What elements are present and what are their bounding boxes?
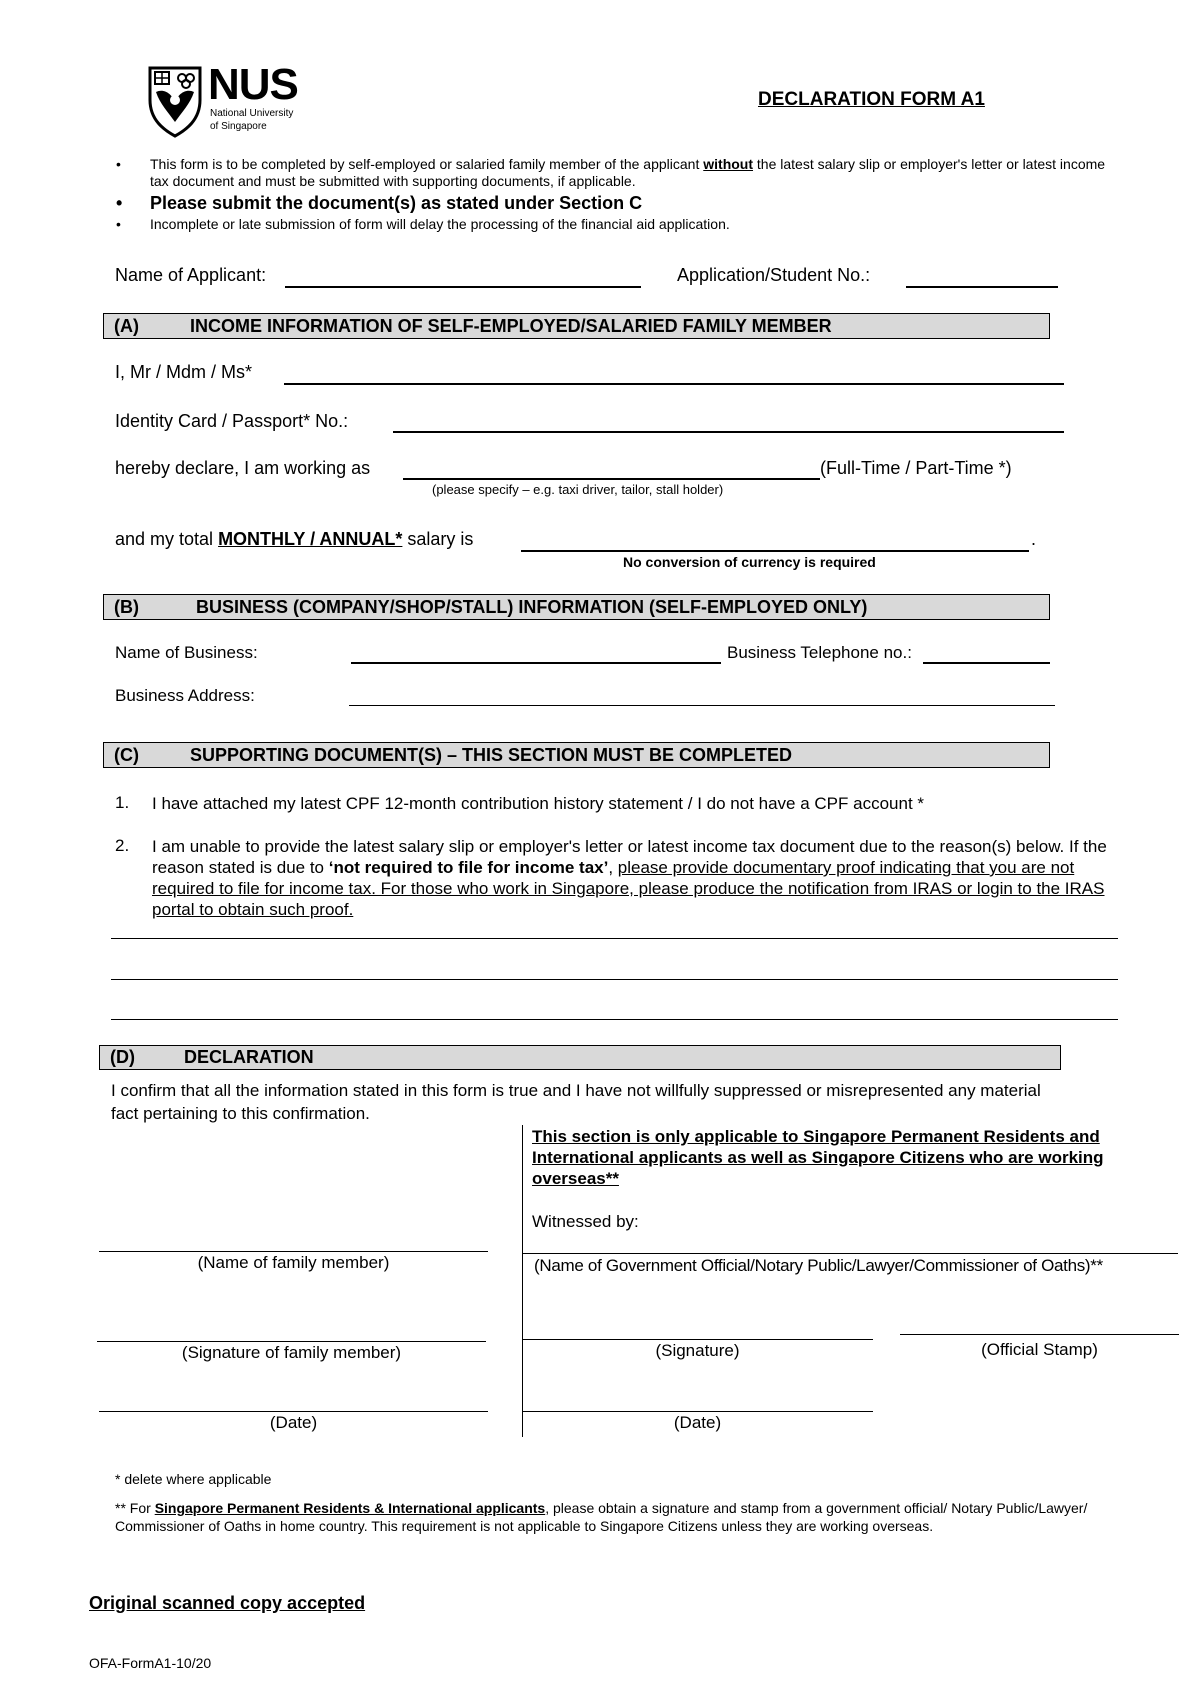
section-c-code: (C): [114, 744, 139, 765]
overseas-note: This section is only applicable to Singapore Permanent Residents and International applicants as well as Singapore Citizens who are working overseas**: [532, 1127, 1104, 1188]
footnote-overseas: ** For Singapore Permanent Residents & International applicants, please obtain a signature and stamp from a government official/ Notary Public/Lawyer/ Commissioner of Oaths in home country. This requirement is not applicable to Singapore Citizens unless they are working overseas.: [115, 1500, 1088, 1534]
student-no-field[interactable]: [906, 286, 1058, 288]
section-a-header: [103, 313, 1050, 339]
section-c-header: [103, 742, 1050, 768]
working-as-label: hereby declare, I am working as: [115, 458, 371, 478]
occupation-hint: (please specify – e.g. taxi driver, tailor, stall holder): [432, 482, 724, 497]
instruction-item: • Please submit the document(s) as stated under Section C: [112, 192, 1112, 214]
declarant-name-field[interactable]: [284, 383, 1064, 385]
salary-period-end: .: [1031, 529, 1037, 549]
occupation-field[interactable]: [403, 478, 820, 480]
official-date-caption: (Date): [673, 1413, 722, 1432]
salary-label: and my total MONTHLY / ANNUAL* salary is: [115, 529, 474, 549]
id-passport-label: Identity Card / Passport* No.:: [115, 411, 349, 431]
business-address-label: Business Address:: [115, 686, 255, 705]
official-name-caption: (Name of Government Official/Notary Public/Lawyer/Commissioner of Oaths)**: [534, 1256, 1103, 1275]
nus-logo: [146, 60, 316, 140]
salary-period-options: MONTHLY / ANNUAL*: [218, 529, 403, 549]
salary-field[interactable]: [521, 550, 1029, 552]
family-member-name-field[interactable]: [99, 1251, 488, 1252]
student-no-label: Application/Student No.:: [677, 265, 871, 285]
nus-crest-icon: [146, 64, 204, 138]
section-c-title: SUPPORTING DOCUMENT(S) – THIS SECTION MUST BE COMPLETED: [190, 744, 793, 765]
business-name-label: Name of Business:: [115, 643, 258, 662]
family-member-signature-field[interactable]: [97, 1341, 486, 1342]
logo-wordmark: NUS: [208, 60, 298, 109]
salutation-label: I, Mr / Mdm / Ms*: [115, 362, 252, 382]
official-stamp-caption: (Official Stamp): [981, 1340, 1098, 1359]
witness-divider: [522, 1125, 523, 1437]
id-passport-field[interactable]: [393, 431, 1064, 433]
reason-line-2[interactable]: [111, 979, 1118, 980]
section-b-title: BUSINESS (COMPANY/SHOP/STALL) INFORMATION (SELF-EMPLOYED ONLY): [196, 596, 868, 617]
business-tel-field[interactable]: [923, 662, 1050, 664]
form-code: OFA-FormA1-10/20: [89, 1655, 212, 1671]
section-b-header: [103, 594, 1050, 620]
instruction-item: • This form is to be completed by self-employed or salaried family member of the applicant without the latest salary slip or employer's letter or latest income tax document and must be submitted with supporting documents, if applicable.: [112, 156, 1112, 190]
scanned-copy-note: Original scanned copy accepted: [89, 1593, 366, 1613]
reason-line-1[interactable]: [111, 938, 1118, 939]
declaration-confirm-text: I confirm that all the information stated in this form is true and I have not willfully suppressed or misrepresented any material fact pertaining to this confirmation.: [111, 1081, 1041, 1123]
reason-line-3[interactable]: [111, 1019, 1118, 1020]
item-1-text: I have attached my latest CPF 12-month contribution history statement / I do not have a CPF account *: [152, 794, 925, 813]
currency-note: No conversion of currency is required: [623, 554, 876, 570]
business-tel-label: Business Telephone no.:: [727, 643, 912, 662]
item-2-text: I am unable to provide the latest salary slip or employer's letter or latest income tax document due to the reason(s) below. If the reason stated is due to ‘not required to file for income tax’, please provide documentary proof indicating that you are not required to file for income tax. For those who work in Singapore, please produce the notification from IRAS or login to the IRAS portal to obtain such proof.: [152, 837, 1107, 919]
logo-subtitle-line2: of Singapore: [210, 121, 267, 132]
employment-type-label: (Full-Time / Part-Time *): [820, 458, 1012, 478]
instructions-list: [112, 156, 1112, 233]
family-member-date-caption: (Date): [269, 1413, 318, 1432]
instruction-item: • Incomplete or late submission of form will delay the processing of the financial aid application.: [112, 216, 1112, 233]
section-d-header: [99, 1045, 1061, 1070]
official-signature-field[interactable]: [522, 1339, 873, 1340]
logo-subtitle-line1: National University: [210, 108, 294, 119]
footnote-delete: * delete where applicable: [115, 1471, 272, 1487]
section-a-code: (A): [114, 315, 139, 336]
official-date-field[interactable]: [522, 1411, 873, 1412]
official-name-field[interactable]: [522, 1253, 1178, 1254]
applicant-name-field[interactable]: [285, 286, 641, 288]
business-address-field[interactable]: [349, 705, 1055, 706]
family-member-signature-caption: (Signature of family member): [181, 1343, 402, 1362]
family-member-date-field[interactable]: [99, 1411, 488, 1412]
family-member-name-caption: (Name of family member): [197, 1253, 390, 1272]
section-a-title: INCOME INFORMATION OF SELF-EMPLOYED/SALARIED FAMILY MEMBER: [190, 315, 832, 336]
official-signature-caption: (Signature): [655, 1341, 740, 1360]
section-b-code: (B): [114, 596, 139, 617]
section-d-title: DECLARATION: [184, 1047, 314, 1067]
witnessed-by-label: Witnessed by:: [532, 1212, 639, 1231]
applicant-name-label: Name of Applicant:: [115, 265, 267, 285]
item-1-number: 1.: [115, 793, 130, 812]
official-stamp-field[interactable]: [900, 1334, 1179, 1335]
section-d-code: (D): [110, 1047, 135, 1067]
item-2-number: 2.: [115, 836, 130, 855]
form-title: DECLARATION FORM A1: [758, 89, 985, 110]
business-name-field[interactable]: [351, 662, 721, 664]
